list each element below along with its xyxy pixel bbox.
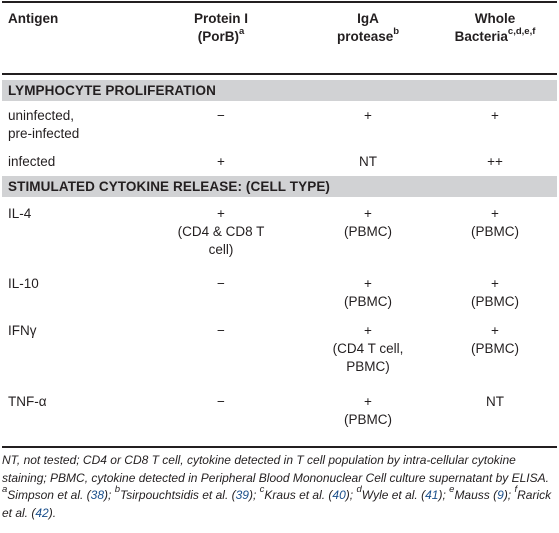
section-lymphocyte-proliferation: LYMPHOCYTE PROLIFERATION bbox=[2, 80, 557, 101]
top-rule bbox=[2, 1, 557, 3]
table-row-antigen: IL-4 bbox=[8, 206, 32, 221]
table-row-antigen: infected bbox=[8, 154, 56, 169]
table-row-antigen: IL-10 bbox=[8, 276, 39, 291]
header-rule bbox=[2, 73, 557, 75]
table-cell-iga: + bbox=[364, 108, 372, 123]
table-cell-iga: + (CD4 T cell, PBMC) bbox=[332, 323, 404, 374]
header-antigen: Antigen bbox=[8, 11, 59, 26]
table-row-antigen: uninfected, pre-infected bbox=[8, 108, 80, 141]
table-cell-whole: + (PBMC) bbox=[471, 276, 519, 309]
table-cell-porb: + bbox=[217, 154, 225, 169]
reference-link[interactable]: 39 bbox=[235, 488, 249, 502]
reference-link[interactable]: 9 bbox=[497, 488, 504, 502]
header-protein-i: Protein I (PorB)$^a$ bbox=[193, 11, 248, 44]
table-row-antigen: IFNγ bbox=[8, 323, 37, 338]
reference-link[interactable]: 42 bbox=[35, 505, 49, 520]
table-cell-porb: − bbox=[217, 276, 225, 291]
table-cell-whole: + (PBMC) bbox=[471, 206, 519, 239]
table-cell-porb: − bbox=[217, 323, 225, 338]
table-cell-iga: + (PBMC) bbox=[344, 394, 392, 427]
table-cell-whole: ++ bbox=[487, 154, 503, 169]
table-cell-iga: + (PBMC) bbox=[344, 276, 392, 309]
reference-link[interactable]: 41 bbox=[425, 488, 439, 502]
table-footnote: NT, not tested; CD4 or CD8 T cell, cytokine detected in T cell population by intra-cellular cytokine staining; PBMC, cytokine detected in Peripheral Blood Mononuclear Cell culture supernatant by ELISA. $^a$Simpson et al. (38); $^b$Tsirpouchtsidis et al. (39); $^c$Kraus et al. (40); $^d$Wyle et al. (41); $^e$Mauss (9); $^f$Rarick et al. (42). bbox=[2, 453, 552, 520]
table-row-antigen: TNF-α bbox=[8, 394, 47, 409]
reference-link[interactable]: 40 bbox=[332, 488, 346, 502]
table-cell-whole: + bbox=[491, 108, 499, 123]
header-whole-bacteria: Whole Bacteria$^{c,d,e,f}$ bbox=[454, 11, 536, 44]
bottom-rule bbox=[2, 446, 557, 448]
table-cell-porb: − bbox=[217, 108, 225, 123]
table-cell-whole: + (PBMC) bbox=[471, 323, 519, 356]
section-stimulated-cytokine-release: STIMULATED CYTOKINE RELEASE: (CELL TYPE) bbox=[2, 176, 557, 197]
table-cell-porb: + (CD4 & CD8 T cell) bbox=[177, 206, 265, 257]
table-cell-iga: NT bbox=[359, 154, 377, 169]
reference-link[interactable]: 38 bbox=[90, 488, 105, 502]
header-iga-protease: IgA protease$^b$ bbox=[336, 11, 400, 44]
table-cell-iga: + (PBMC) bbox=[344, 206, 392, 239]
table-cell-porb: − bbox=[217, 394, 225, 409]
table-cell-whole: NT bbox=[486, 394, 504, 409]
